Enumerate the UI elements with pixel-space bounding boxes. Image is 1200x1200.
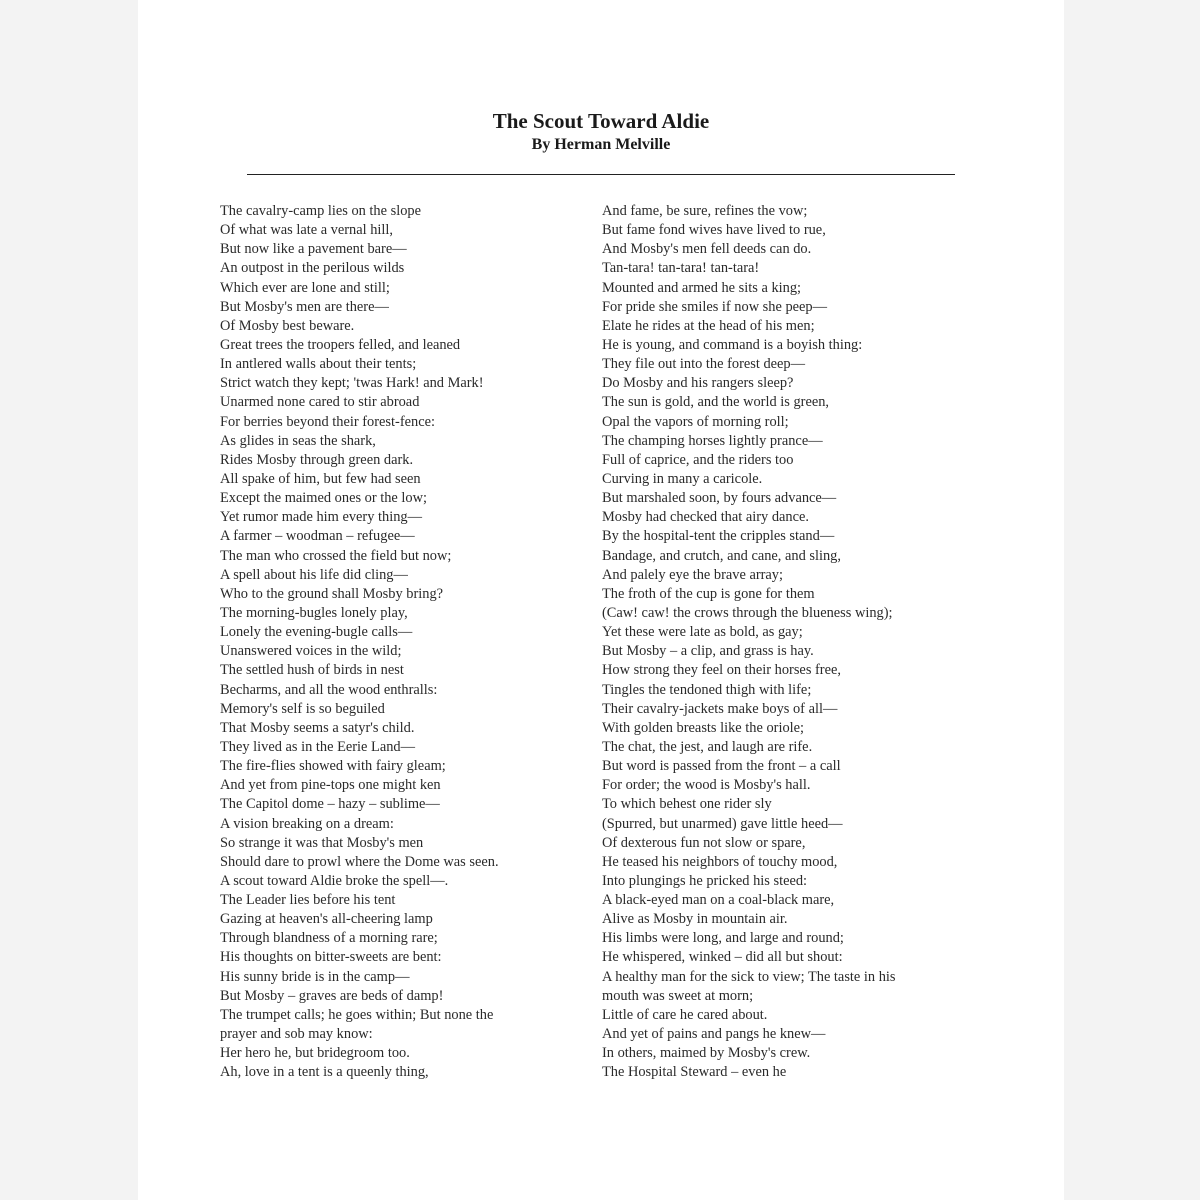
poem-line: Rides Mosby through green dark. <box>220 451 414 468</box>
poem-line: Bandage, and crutch, and cane, and sling, <box>602 547 841 564</box>
poem-line: And yet of pains and pangs he knew— <box>602 1026 826 1043</box>
poem-line: Which ever are lone and still; <box>220 279 390 296</box>
poem-line: Tan-tara! tan-tara! tan-tara! <box>602 260 760 277</box>
poem-column-left <box>220 202 590 1082</box>
poem-line: He is young, and command is a boyish thing: <box>602 336 863 353</box>
poem-line: And fame, be sure, refines the vow; <box>602 203 808 219</box>
poem-line: The man who crossed the field but now; <box>220 547 452 564</box>
poem-line: The trumpet calls; he goes within; But none the <box>220 1006 494 1023</box>
poem-line: Their cavalry-jackets make boys of all— <box>602 700 838 717</box>
poem-line: He whispered, winked – did all but shout: <box>602 949 843 966</box>
poem-line: Alive as Mosby in mountain air. <box>602 911 788 928</box>
poem-line: (Caw! caw! the crows through the blueness wing); <box>602 604 893 621</box>
poem-line: Ah, love in a tent is a queenly thing, <box>220 1064 429 1081</box>
poem-line: Memory's self is so beguiled <box>220 700 385 717</box>
poem-line: (Spurred, but unarmed) gave little heed— <box>602 815 843 832</box>
poem-line: But Mosby's men are there— <box>220 298 389 315</box>
poem-line: The champing horses lightly prance— <box>602 432 823 449</box>
poem-line: The sun is gold, and the world is green, <box>602 394 830 411</box>
poem-line: prayer and sob may know: <box>220 1026 373 1043</box>
poem-line: In antlered walls about their tents; <box>220 356 417 373</box>
poem-line: The froth of the cup is gone for them <box>602 585 815 602</box>
poem-line: Into plungings he pricked his steed: <box>602 872 808 889</box>
poem-line: But word is passed from the front – a call <box>602 758 841 775</box>
poem-line: Yet these were late as bold, as gay; <box>602 624 803 641</box>
poem-line: In others, maimed by Mosby's crew. <box>602 1045 811 1062</box>
poem-line: A spell about his life did cling— <box>220 566 408 583</box>
poem-line: Of Mosby best beware. <box>220 317 355 334</box>
poem-line: By the hospital-tent the cripples stand— <box>602 528 835 545</box>
poem-line: His sunny bride is in the camp— <box>220 968 410 985</box>
poem-line: But Mosby – a clip, and grass is hay. <box>602 643 814 660</box>
poem-line: Elate he rides at the head of his men; <box>602 317 815 334</box>
poem-line: And palely eye the brave array; <box>602 566 783 583</box>
poem-line: They lived as in the Eerie Land— <box>220 738 416 755</box>
poem-line: The Leader lies before his tent <box>220 892 396 909</box>
poem-line: A scout toward Aldie broke the spell—. <box>220 872 449 889</box>
poem-line: But Mosby – graves are beds of damp! <box>220 987 444 1004</box>
poem-line: Strict watch they kept; 'twas Hark! and Mark! <box>220 375 484 392</box>
poem-line: Her hero he, but bridegroom too. <box>220 1045 410 1062</box>
poem-line: Curving in many a caricole. <box>602 470 763 487</box>
poem-line: Little of care he cared about. <box>602 1006 768 1023</box>
title-divider <box>247 174 955 175</box>
poem-line: His thoughts on bitter-sweets are bent: <box>220 949 442 966</box>
document-page <box>138 0 1064 1200</box>
poem-line: Should dare to prowl where the Dome was seen. <box>220 853 499 870</box>
poem-line: But now like a pavement bare— <box>220 241 407 258</box>
poem-title: The Scout Toward Aldie <box>492 109 710 133</box>
poem-line: Unarmed none cared to stir abroad <box>220 394 420 411</box>
poem-line: The fire-flies showed with fairy gleam; <box>220 758 446 775</box>
poem-line: Great trees the troopers felled, and leaned <box>220 336 461 353</box>
poem-line: For berries beyond their forest-fence: <box>220 413 435 430</box>
poem-line: They file out into the forest deep— <box>602 356 806 373</box>
poem-line: Becharms, and all the wood enthralls: <box>220 681 438 698</box>
poem-line: To which behest one rider sly <box>602 796 772 813</box>
poem-line: Do Mosby and his rangers sleep? <box>602 375 794 392</box>
poem-line: Opal the vapors of morning roll; <box>602 413 789 430</box>
poem-line: That Mosby seems a satyr's child. <box>220 719 415 736</box>
poem-line: mouth was sweet at morn; <box>602 987 754 1004</box>
poem-line: A vision breaking on a dream: <box>220 815 394 832</box>
poem-line: All spake of him, but few had seen <box>220 470 421 487</box>
poem-line: Gazing at heaven's all-cheering lamp <box>220 911 433 928</box>
poem-line: The Hospital Steward – even he <box>602 1064 787 1081</box>
poem-line: Mounted and armed he sits a king; <box>602 279 802 296</box>
poem-line: The morning-bugles lonely play, <box>220 604 408 621</box>
poem-line: A farmer – woodman – refugee— <box>220 528 415 545</box>
poem-line: Except the maimed ones or the low; <box>220 490 428 507</box>
poem-line: Tingles the tendoned thigh with life; <box>602 681 812 698</box>
poem-line: But fame fond wives have lived to rue, <box>602 222 826 239</box>
poem-line: Lonely the evening-bugle calls— <box>220 624 413 641</box>
poem-line: For order; the wood is Mosby's hall. <box>602 777 811 794</box>
poem-line: Full of caprice, and the riders too <box>602 451 794 468</box>
poem-line: His limbs were long, and large and round; <box>602 930 844 947</box>
poem-line: Mosby had checked that airy dance. <box>602 509 809 526</box>
poem-line: But marshaled soon, by fours advance— <box>602 490 837 507</box>
poem-line: How strong they feel on their horses free, <box>602 662 841 679</box>
poem-line: Through blandness of a morning rare; <box>220 930 438 947</box>
poem-line: For pride she smiles if now she peep— <box>602 298 828 315</box>
poem-line: A black-eyed man on a coal-black mare, <box>602 892 835 909</box>
poem-column-right <box>602 202 1002 1082</box>
poem-line: A healthy man for the sick to view; The taste in his <box>602 968 896 985</box>
poem-line: The cavalry-camp lies on the slope <box>220 203 421 219</box>
poem-line: As glides in seas the shark, <box>220 432 376 449</box>
poem-line: So strange it was that Mosby's men <box>220 834 424 851</box>
poem-author: By Herman Melville <box>531 136 671 153</box>
poem-line: The chat, the jest, and laugh are rife. <box>602 738 813 755</box>
poem-line: An outpost in the perilous wilds <box>220 260 405 277</box>
poem-line: The Capitol dome – hazy – sublime— <box>220 796 440 813</box>
poem-line: And Mosby's men fell deeds can do. <box>602 241 812 258</box>
poem-line: Of dexterous fun not slow or spare, <box>602 834 806 851</box>
poem-line: Unanswered voices in the wild; <box>220 643 402 660</box>
poem-line: He teased his neighbors of touchy mood, <box>602 853 838 870</box>
poem-line: And yet from pine-tops one might ken <box>220 777 441 794</box>
poem-line: With golden breasts like the oriole; <box>602 719 805 736</box>
poem-line: Of what was late a vernal hill, <box>220 222 394 239</box>
poem-line: Who to the ground shall Mosby bring? <box>220 585 444 602</box>
poem-line: The settled hush of birds in nest <box>220 662 404 679</box>
poem-line: Yet rumor made him every thing— <box>220 509 422 526</box>
